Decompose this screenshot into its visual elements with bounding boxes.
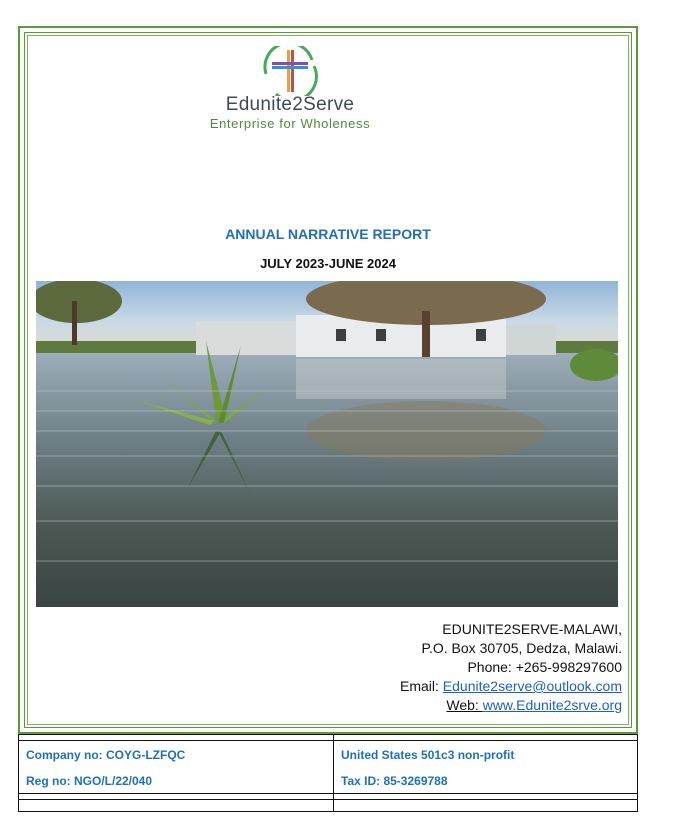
logo [190, 46, 390, 134]
logo-name: Edunite2Serve [225, 94, 355, 115]
company-number: Company no: COYG-LZFQC [26, 748, 186, 762]
web-line [400, 696, 622, 715]
flooded-building-photo [36, 281, 618, 607]
footer-rule-bottom-1 [19, 793, 637, 794]
footer-rule-bottom-2 [19, 799, 637, 800]
cross-circle-logo-icon [252, 46, 328, 96]
email-link[interactable]: Edunite2serve@outlook.com [442, 678, 622, 694]
po-box: P.O. Box 30705, Dedza, Malawi. [421, 640, 622, 656]
footer-table [18, 734, 638, 812]
web-label: Web: [446, 697, 483, 713]
registration-number: Reg no: NGO/L/22/040 [26, 774, 153, 788]
address-block [400, 620, 622, 715]
report-title: ANNUAL NARRATIVE REPORT [225, 226, 431, 242]
phone: Phone: +265-998297600 [467, 659, 622, 675]
email-label: Email: [400, 678, 443, 694]
nonprofit-status: United States 501c3 non-profit [341, 748, 515, 762]
email-line [400, 677, 622, 696]
report-period: JULY 2023-JUNE 2024 [260, 256, 396, 271]
footer-rule-top [19, 740, 637, 741]
logo-tagline: Enterprise for Wholeness [209, 116, 371, 131]
web-link[interactable]: www.Edunite2srve.org [482, 697, 622, 713]
tax-id: Tax ID: 85-3269788 [341, 774, 448, 788]
org-name: EDUNITE2SERVE-MALAWI, [442, 621, 622, 637]
